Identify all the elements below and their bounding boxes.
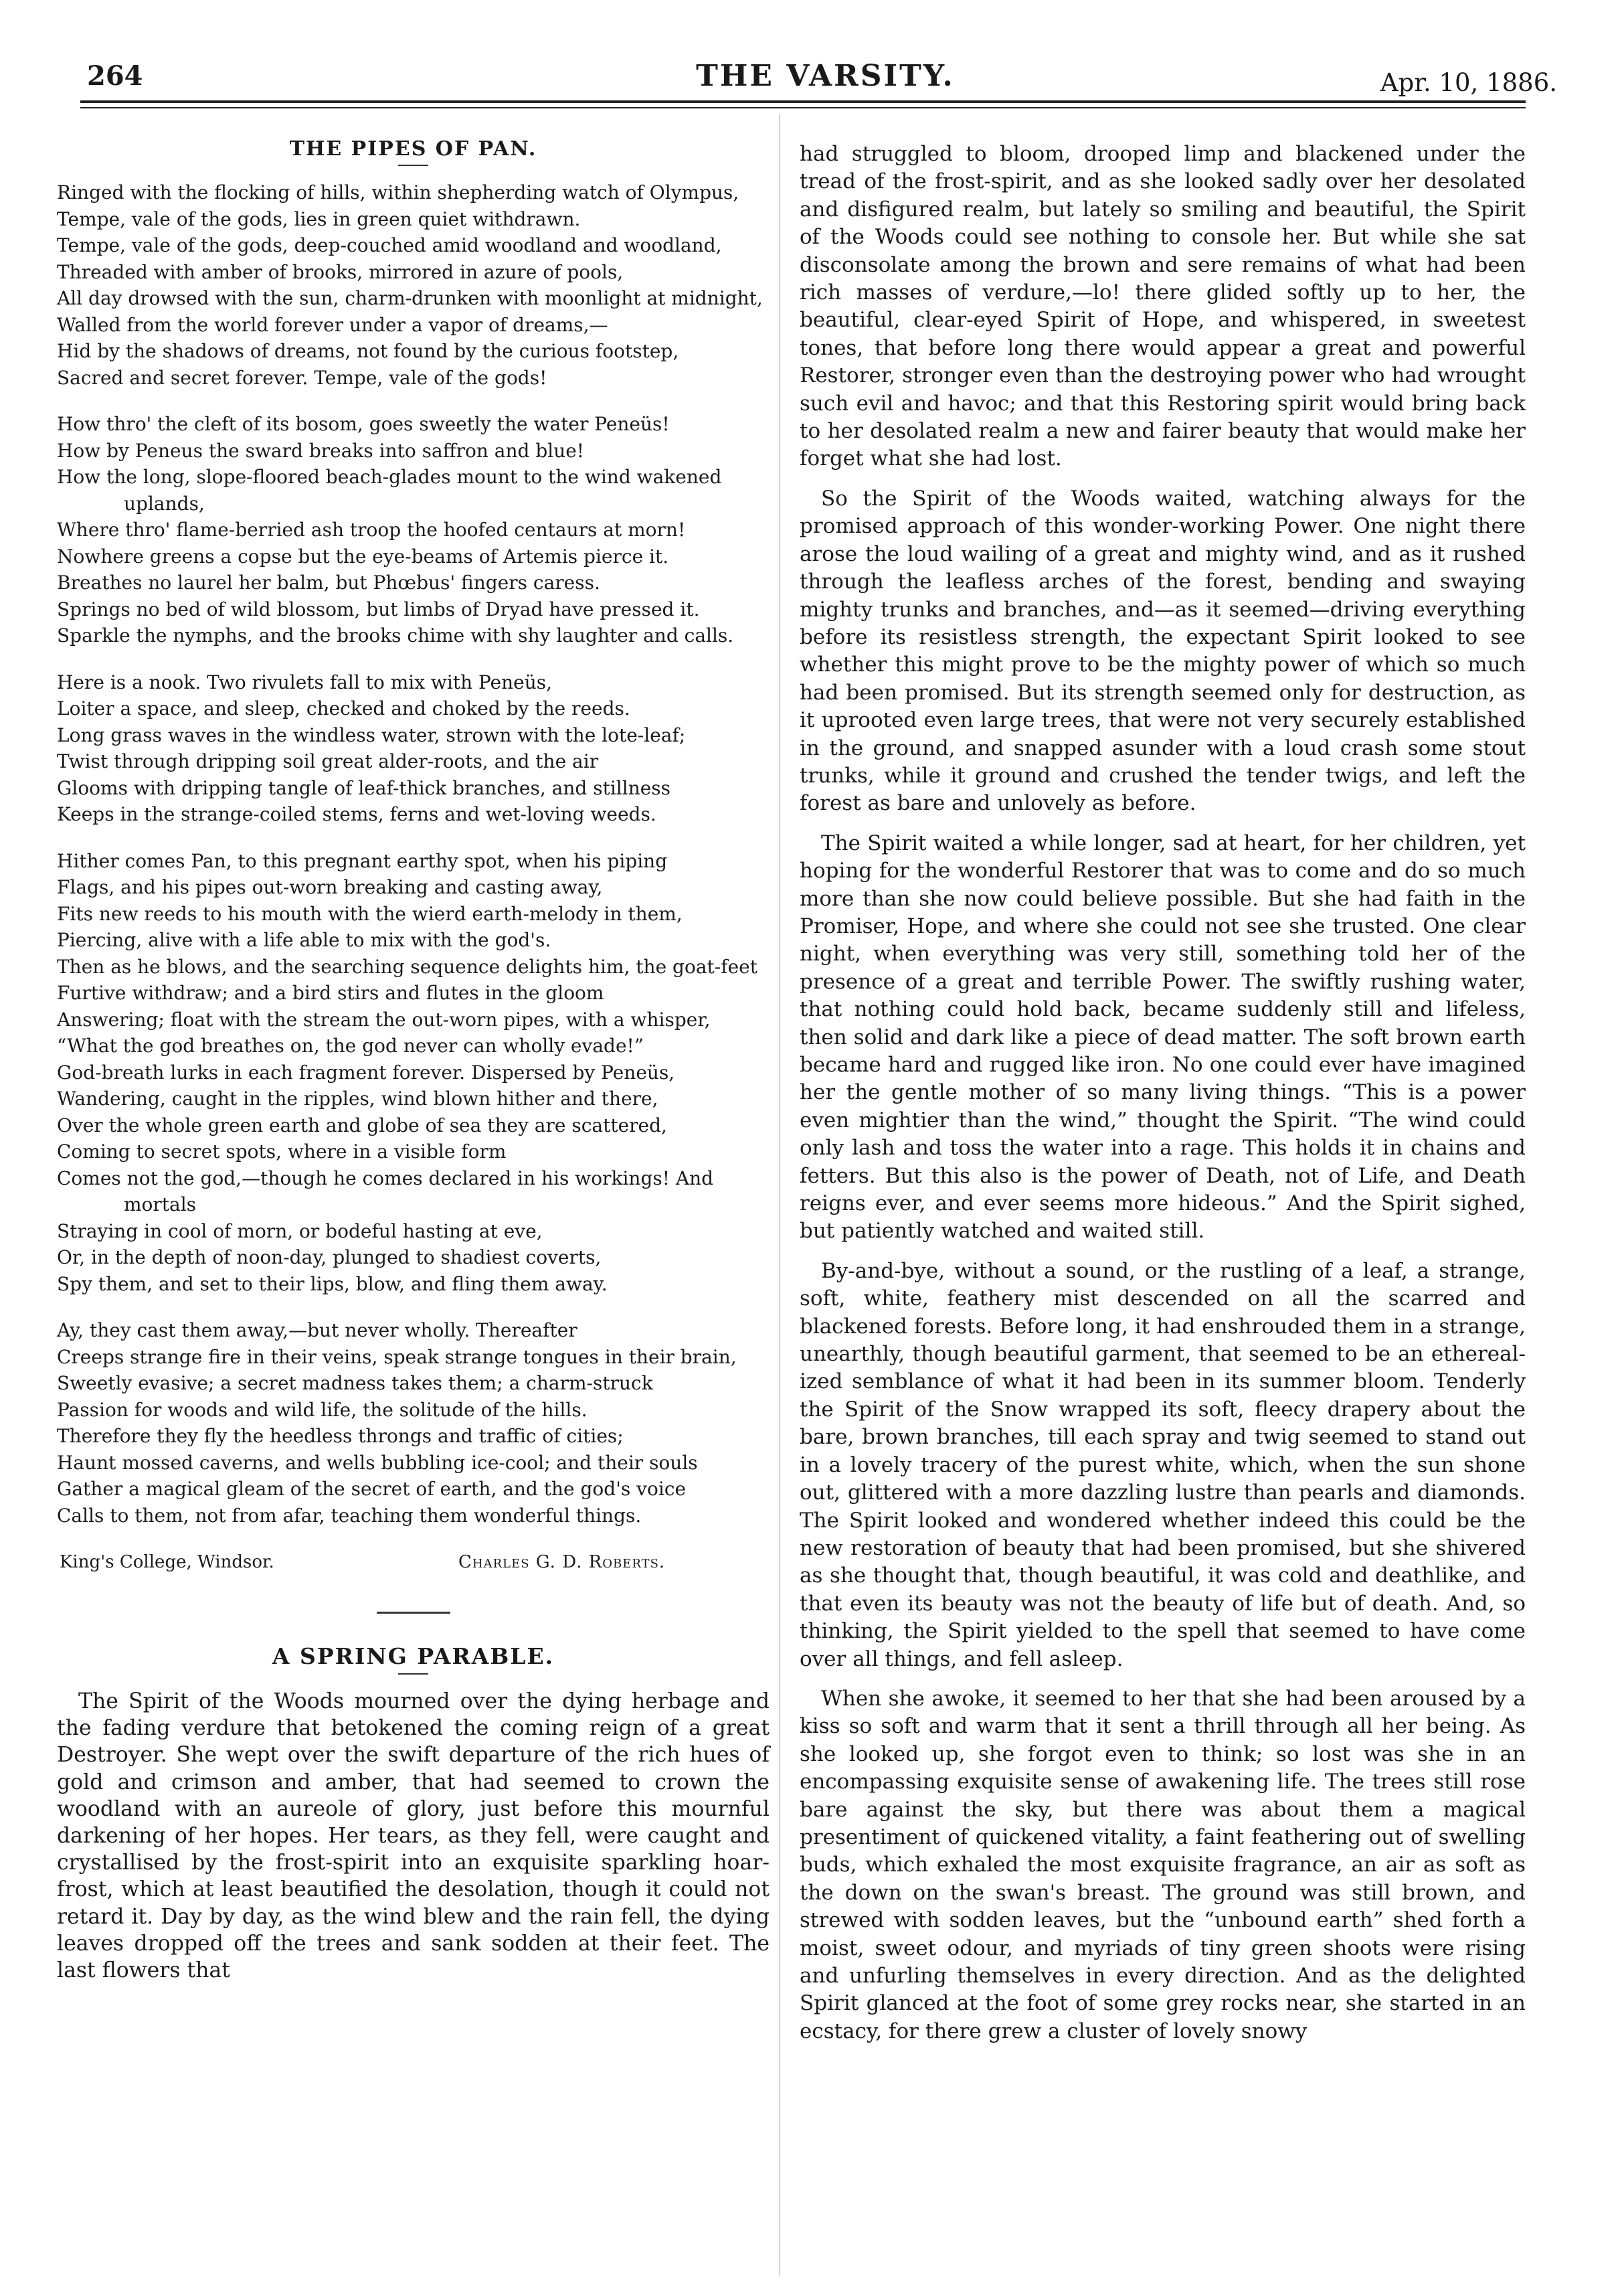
poem-line: Or, in the depth of noon-day, plunged to shadiest coverts,	[57, 1246, 602, 1268]
poem-line: Springs no bed of wild blossom, but limbs of Dryad have pressed it.	[57, 598, 700, 620]
header-rule-thin	[80, 107, 1526, 108]
poem-line: Wandering, caught in the ripples, wind blown hither and there,	[57, 1088, 658, 1110]
poem-byline	[57, 1549, 770, 1576]
title-dash	[398, 165, 428, 166]
paragraph: The Spirit of the Woods mourned over the dying herbage and the fading verdure that betokened the coming reign of a great Destroyer. She wept over the swift departure of the rich hues of gold and crimson and amber, that had seemed to crown the woodland with an aureole of glory, just before this mournful darkening of her hopes. Her tears, as they fell, were caught and crystallised by the frost-spirit into an exquisite sparkling hoar-frost, which at least beautified the desolation, though it could not retard it. Day by day, as the wind blew and the rain fell, the dying leaves dropped off the trees and sank sodden at their feet. The last flowers that	[57, 1689, 770, 1983]
poem-line: Ringed with the flocking of hills, within shepherding watch of Olympus,	[57, 181, 739, 203]
poem-line: Loiter a space, and sleep, checked and choked by the reeds.	[57, 697, 630, 719]
poem-line: God-breath lurks in each fragment forever. Dispersed by Peneüs,	[57, 1061, 675, 1084]
poem-line: Long grass waves in the windless water, strown with the lote-leaf;	[57, 724, 686, 746]
poem-line: Sweetly evasive; a secret madness takes them; a charm-struck	[57, 1372, 653, 1394]
poem-body	[57, 179, 770, 1529]
poem-line: Here is a nook. Two rivulets fall to mix with Peneüs,	[57, 671, 553, 693]
page-header	[80, 54, 1570, 114]
poem-stanza	[57, 669, 770, 828]
left-column	[57, 137, 770, 1996]
poem-place: King's College, Windsor.	[60, 1552, 274, 1572]
poem-line: “What the god breathes on, the god never can wholly evade!”	[57, 1035, 644, 1057]
header-rule-thick	[80, 100, 1526, 103]
poem-stanza	[57, 179, 770, 391]
poem-stanza	[57, 848, 770, 1298]
parable-title: A SPRING PARABLE.	[272, 1643, 555, 1669]
poem-title: THE PIPES OF PAN.	[289, 137, 537, 161]
article-separator	[377, 1612, 450, 1614]
paragraph: had struggled to bloom, drooped limp and blackened under the tread of the frost-spirit, and as she looked sadly over her desolated and disfigured realm, but lately so smiling and beautiful, the Spirit of the Woods could see nothing to console her. But while she sat disconsolate among the brown and sere remains of what had been rich masses of verdure,—lo! there glided softly up to her, the beautiful, clear-eyed Spirit of Hope, and whispered, in sweetest tones, that before long there would appear a great and powerful Restorer, stronger even than the destroying power who had wrought such evil and havoc; and that this Restoring spirit would bring back to her desolated realm a new and fairer beauty that would make her forget what she had lost.	[800, 142, 1526, 471]
poem-line: How by Peneus the sward breaks into saffron and blue!	[57, 439, 585, 462]
poem-line: Walled from the world forever under a vapor of dreams,—	[57, 313, 608, 336]
poem-line: Threaded with amber of brooks, mirrored in azure of pools,	[57, 260, 624, 283]
poem-line: Gather a magical gleam of the secret of earth, and the god's voice	[57, 1478, 687, 1500]
poem-line: Straying in cool of morn, or bodeful hasting at eve,	[57, 1219, 543, 1242]
poem-line: Then as he blows, and the searching sequence delights him, the goat-feet	[57, 955, 757, 978]
poem-line: Hither comes Pan, to this pregnant earthy spot, when his piping	[57, 849, 668, 872]
poem-line: Fits new reeds to his mouth with the wierd earth-melody in them,	[57, 902, 683, 925]
poem-line: Spy them, and set to their lips, blow, and fling them away.	[57, 1272, 608, 1295]
poem-line: Therefore they fly the heedless throngs and traffic of cities;	[57, 1425, 624, 1447]
poem-author: Charles G. D. Roberts.	[458, 1552, 666, 1572]
poem-line: Over the whole green earth and globe of sea they are scattered,	[57, 1114, 667, 1136]
masthead: THE VARSITY.	[696, 59, 955, 93]
parable-right-text	[800, 141, 1526, 2057]
poem-stanza	[57, 1317, 770, 1529]
poem-line: Glooms with dripping tangle of leaf-thick branches, and stillness	[57, 776, 671, 799]
poem-line: Comes not the god,—though he comes declared in his workings! And mortals	[57, 1167, 714, 1215]
poem-line: Furtive withdraw; and a bird stirs and flutes in the gloom	[57, 982, 604, 1004]
page-number: 264	[87, 60, 143, 92]
poem-line: Nowhere greens a copse but the eye-beams of Artemis pierce it.	[57, 545, 669, 568]
poem-line: All day drowsed with the sun, charm-drunken with moonlight at midnight,	[57, 287, 763, 309]
poem-line: How thro' the cleft of its bosom, goes sweetly the water Peneüs!	[57, 413, 670, 435]
poem-line: Haunt mossed caverns, and wells bubbling ice-cool; and their souls	[57, 1451, 698, 1474]
poem-line: Answering; float with the stream the out-worn pipes, with a whisper,	[57, 1008, 711, 1031]
poem-line: Sacred and secret forever. Tempe, vale of the gods!	[57, 366, 547, 389]
poem-line: How the long, slope-floored beach-glades mount to the wind wakened uplands,	[57, 466, 722, 515]
poem-line: Tempe, vale of the gods, deep-couched amid woodland and woodland,	[57, 234, 722, 256]
title-dash	[398, 1673, 428, 1675]
paragraph: The Spirit waited a while longer, sad at heart, for her children, yet hoping for the wonderful Restorer that was to come and do so much more than she now could believe possible. But she had faith in the Promiser, Hope, and where she could not see she trusted. One clear night, when everything was very still, something told her of the presence of a great and terrible Power. The swiftly rushing water, that nothing could hold back, became suddenly still and lifeless, then solid and dark like a piece of dead matter. The soft brown earth became hard and rugged like iron. No one could ever have imagined her the gentle mother of so many living things. “This is a power even mightier than the wind,” thought the Spirit. “The wind could only lash and toss the water into a rage. This holds it in chains and fetters. But this also is the power of Death, not of Life, and Death reigns ever, and ever seems more hideous.” And the Spirit sighed, but patiently watched and waited still.	[800, 831, 1526, 1244]
poem-line: Breathes no laurel her balm, but Phœbus' fingers caress.	[57, 572, 600, 594]
poem-stanza	[57, 411, 770, 649]
poem-line: Flags, and his pipes out-worn breaking and casting away,	[57, 876, 603, 898]
poem-line: Coming to secret spots, where in a visible form	[57, 1140, 507, 1163]
poem-line: Creeps strange fire in their veins, speak strange tongues in their brain,	[57, 1345, 737, 1368]
poem-line: Sparkle the nymphs, and the brooks chime with shy laughter and calls.	[57, 624, 734, 647]
poem-line: Keeps in the strange-coiled stems, ferns and wet-loving weeds.	[57, 803, 656, 825]
poem-line: Hid by the shadows of dreams, not found by the curious footstep,	[57, 340, 679, 362]
paragraph: By-and-bye, without a sound, or the rustling of a leaf, a strange, soft, white, feathery mist descended on all the scarred and blackened forests. Before long, it had enshrouded them in a strange, unearthly, though beautiful garment, that seemed to be an ethereal-ized semblance of what it had been in its summer bloom. Tenderly the Spirit of the Snow wrapped its soft, fleecy drapery about the bare, brown branches, till each spray and twig seemed to stand out in a lovely tracery of the purest white, which, when the sun shone out, glittered with a more dazzling lustre than pearls and diamonds. The Spirit looked and wondered whether indeed this could be the new restoration of beauty that had been promised, but she shivered as she thought that, though beautiful, it was cold and deathlike, and that even its beauty was not the beauty of life but of death. And, so thinking, the Spirit yielded to the spell that seemed to have come over all things, and fell asleep.	[800, 1258, 1526, 1671]
paragraph: When she awoke, it seemed to her that she had been aroused by a kiss so soft and warm that it sent a thrill through all her being. As she looked up, she forgot even to think; so lost was she in an encompassing exquisite sense of awakening life. The trees still rose bare against the sky, but there was about them a magical presentiment of quickened vitality, a faint feathering out of swelling buds, which exhaled the most exquisite fragrance, an air as soft as the down on the swan's breast. The ground was still brown, and strewed with sodden leaves, but the “unbound earth” shed forth a moist, sweet odour, and myriads of tiny green shoots were rising and unfurling themselves in every direction. And as the delighted Spirit glanced at the foot of some grey rocks near, she started in an ecstacy, for there grew a cluster of lovely snowy	[800, 1686, 1526, 2043]
poem-line: Calls to them, not from afar, teaching them wonderful things.	[57, 1504, 642, 1527]
parable-left-text	[57, 1688, 770, 1984]
poem-line: Twist through dripping soil great alder-roots, and the air	[57, 750, 599, 772]
paragraph: So the Spirit of the Woods waited, watching always for the promised approach of this wonder-working Power. One night there arose the loud wailing of a great and mighty wind, and as it rushed through the leafless arches of the forest, bending and swaying mighty trunks and branches, and—as it seemed—driving everything before its resistless strength, the expectant Spirit looked to see whether this might prove to be the mighty power of which so much had been promised. But its strength seemed only for destruction, as it uprooted even large trees, that were not very securely established in the ground, and snapped asunder with a loud crash some stout trunks, while it ground and crushed the tender twigs, and left the forest as bare and unlovely as before.	[800, 486, 1526, 816]
poem-line: Passion for woods and wild life, the solitude of the hills.	[57, 1398, 588, 1421]
poem-line: Tempe, vale of the gods, lies in green quiet withdrawn.	[57, 207, 581, 230]
poem-line: Piercing, alive with a life able to mix with the god's.	[57, 929, 551, 951]
issue-date: Apr. 10, 1886.	[1380, 68, 1557, 97]
poem-line: Ay, they cast them away,—but never wholly. Thereafter	[57, 1319, 577, 1341]
poem-line: Where thro' flame-berried ash troop the hoofed centaurs at morn!	[57, 519, 686, 541]
